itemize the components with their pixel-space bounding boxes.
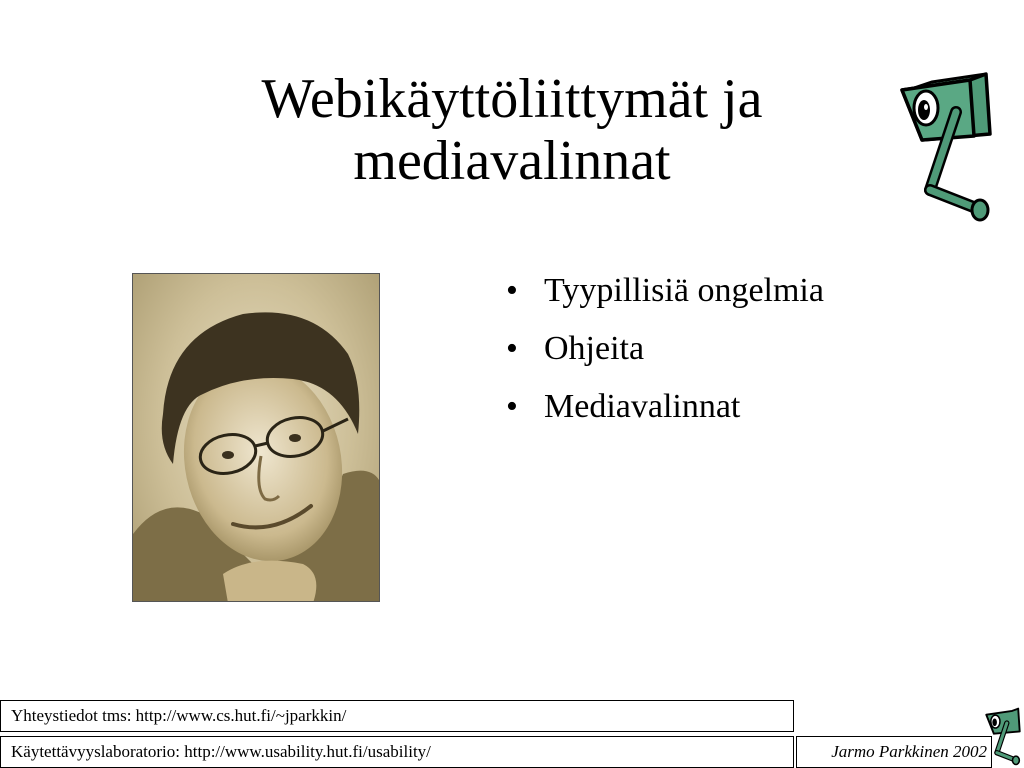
bullet-item: • Ohjeita (500, 320, 824, 378)
bullet-item: • Tyypillisiä ongelmia (500, 262, 824, 320)
title-line-2: mediavalinnat (353, 130, 671, 192)
portrait-illustration (133, 274, 380, 602)
footer-lab: Käytettävyyslaboratorio: http://www.usability.hut.fi/usability/ (0, 736, 794, 768)
meat-grinder-small-logo-icon (984, 706, 1022, 766)
bullet-item: • Mediavalinnat (500, 378, 824, 436)
title-line-1: Webikäyttöliittymät ja (261, 68, 763, 130)
meat-grinder-logo-icon (896, 68, 996, 224)
bullet-list (500, 262, 824, 436)
slide-title (150, 68, 874, 192)
footer-contact: Yhteystiedot tms: http://www.cs.hut.fi/~jparkkin/ (0, 700, 794, 732)
author-portrait-photo (132, 273, 380, 602)
footer-author: Jarmo Parkkinen 2002 (796, 736, 992, 768)
